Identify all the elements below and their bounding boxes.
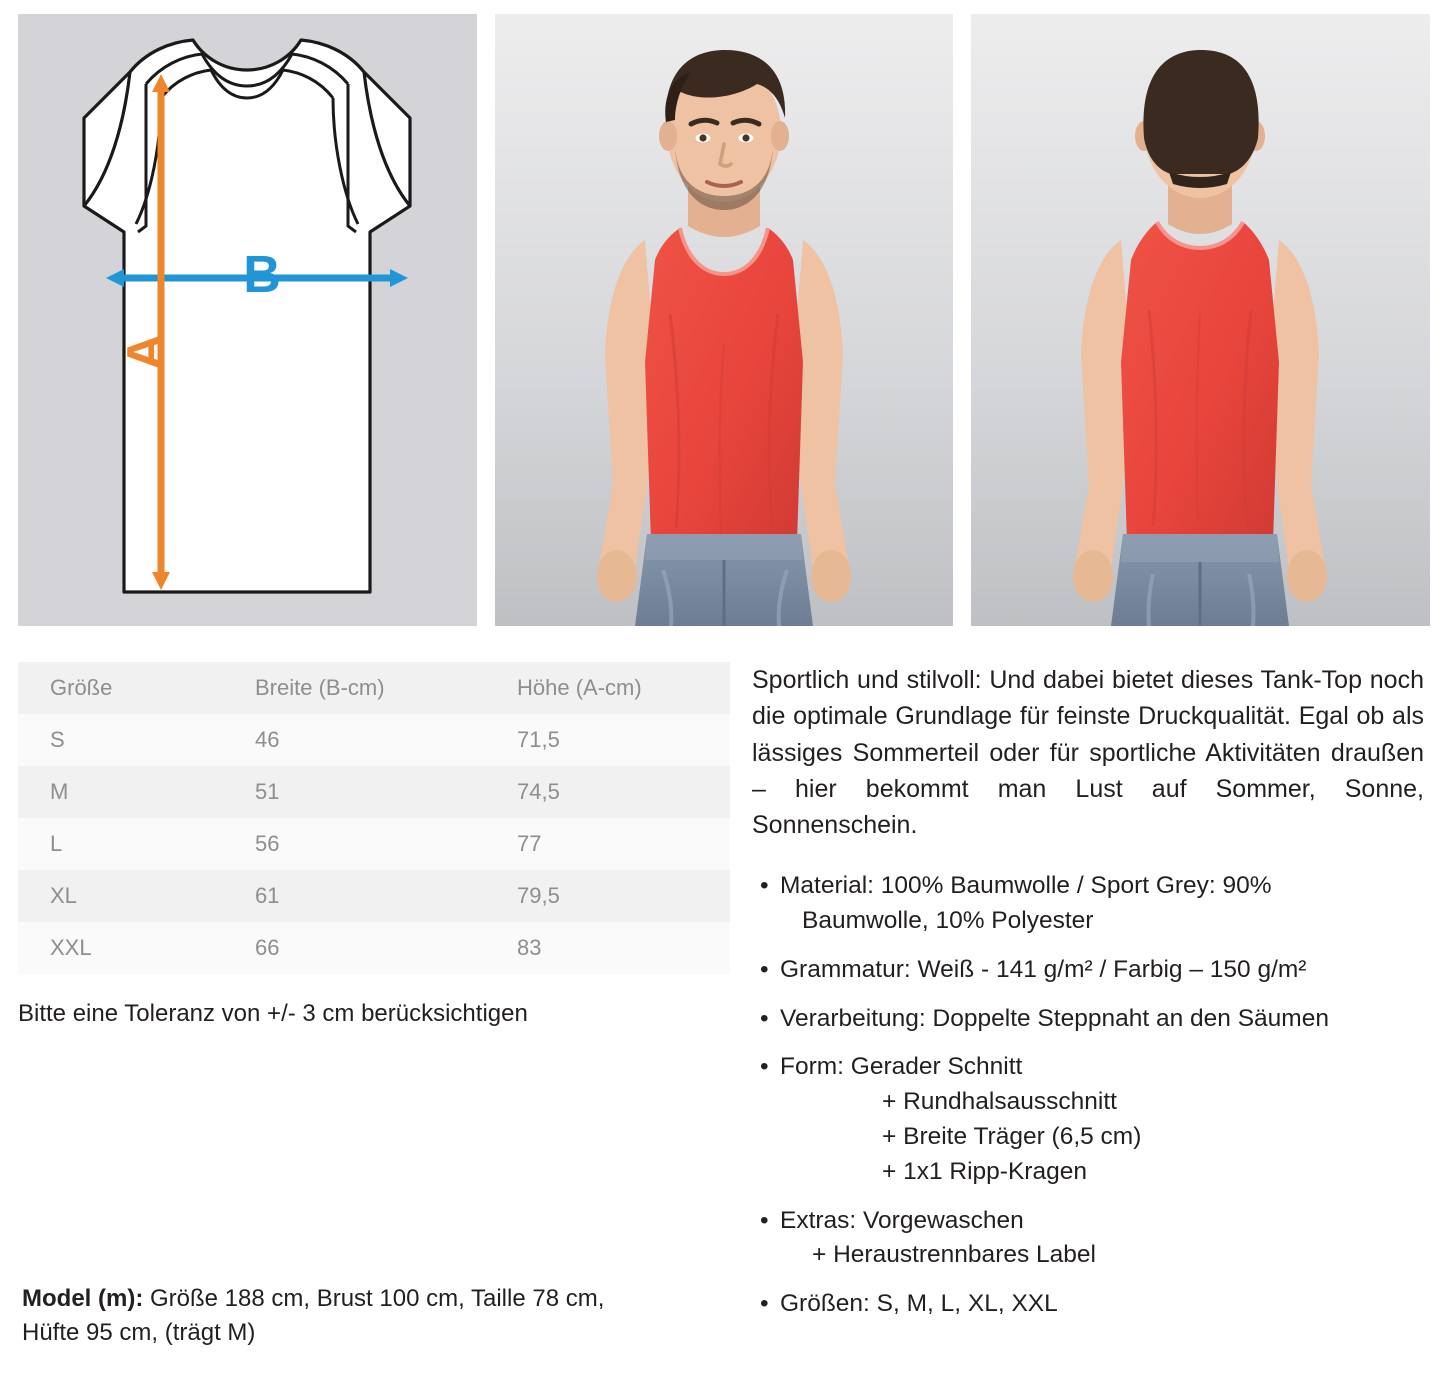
table-header-row <box>18 662 730 714</box>
header-size: Größe <box>50 675 113 700</box>
cell-size: M <box>50 779 69 804</box>
product-image-row <box>18 14 1430 626</box>
list-item <box>752 1050 1424 1189</box>
table-row <box>18 714 730 766</box>
label-b: B <box>243 246 281 304</box>
model-back-photo <box>971 14 1430 626</box>
size-table-head <box>18 662 730 714</box>
feature-list <box>752 869 1424 1322</box>
cell-height: 74,5 <box>517 779 560 804</box>
cell-width: 56 <box>255 831 280 856</box>
feature-sub: + Breite Träger (6,5 cm) <box>882 1122 1142 1150</box>
cell-height: 77 <box>517 831 542 856</box>
model-front-illustration <box>495 14 954 626</box>
model-measurements-note <box>22 1282 722 1350</box>
list-item <box>752 1002 1424 1037</box>
size-table-wrap <box>18 662 730 974</box>
list-item <box>752 869 1424 939</box>
cell-width: 51 <box>255 779 280 804</box>
feature-sub: + Heraustrennbares Label <box>812 1241 1096 1269</box>
cell-size: S <box>50 727 65 752</box>
header-height: Höhe (A-cm) <box>517 675 642 700</box>
header-width: Breite (B-cm) <box>255 675 385 700</box>
cell-height: 71,5 <box>517 727 560 752</box>
feature-main: Größen: S, M, L, XL, XXL <box>780 1290 1058 1318</box>
model-label: Model (m): <box>22 1285 144 1312</box>
list-item <box>752 1204 1424 1274</box>
label-a: A <box>117 333 175 371</box>
cell-width: 66 <box>255 935 280 960</box>
feature-main: Form: Gerader Schnitt <box>780 1053 1023 1081</box>
cell-size: XL <box>50 883 77 908</box>
cell-size: XXL <box>50 935 92 960</box>
size-table-body <box>18 714 730 974</box>
list-item <box>752 1287 1424 1322</box>
model-front-photo <box>495 14 954 626</box>
model-back-illustration <box>971 14 1430 626</box>
cell-width: 61 <box>255 883 280 908</box>
product-description-column <box>752 662 1424 1336</box>
description-paragraph: Sportlich und stilvoll: Und dabei bietet dieses Tank-Top noch die optimale Grundlage für feinste Druckqualität. Egal ob als lässiges Sommerteil oder für sportliche Aktivitäten draußen – hier bekommt man Lust auf Sommer, Sonne, Sonnenschein. <box>752 666 1424 839</box>
model-line-1: Größe 188 cm, Brust 100 cm, Taille 78 cm, <box>143 1285 605 1312</box>
feature-main: Verarbeitung: Doppelte Steppnaht an den Säumen <box>780 1004 1329 1032</box>
feature-main: Extras: Vorgewaschen <box>780 1206 1024 1234</box>
table-row <box>18 870 730 922</box>
feature-sub: Baumwolle, 10% Polyester <box>802 907 1094 935</box>
table-row <box>18 766 730 818</box>
feature-sub: + 1x1 Ripp-Kragen <box>882 1157 1087 1185</box>
tolerance-note: Bitte eine Toleranz von +/- 3 cm berücksichtigen <box>18 1000 528 1027</box>
tank-top-diagram-icon <box>18 14 477 626</box>
table-row <box>18 922 730 974</box>
feature-main: Grammatur: Weiß - 141 g/m² / Farbig – 150 g/m² <box>780 955 1307 983</box>
cell-width: 46 <box>255 727 280 752</box>
cell-height: 83 <box>517 935 542 960</box>
table-row <box>18 818 730 870</box>
technical-drawing-panel <box>18 14 477 626</box>
feature-main: Material: 100% Baumwolle / Sport Grey: 90% <box>780 872 1272 900</box>
cell-height: 79,5 <box>517 883 560 908</box>
size-table <box>18 662 730 974</box>
feature-sub: + Rundhalsausschnitt <box>882 1088 1117 1116</box>
model-line-2: Hüfte 95 cm, (trägt M) <box>22 1319 256 1347</box>
cell-size: L <box>50 831 63 856</box>
list-item <box>752 953 1424 988</box>
